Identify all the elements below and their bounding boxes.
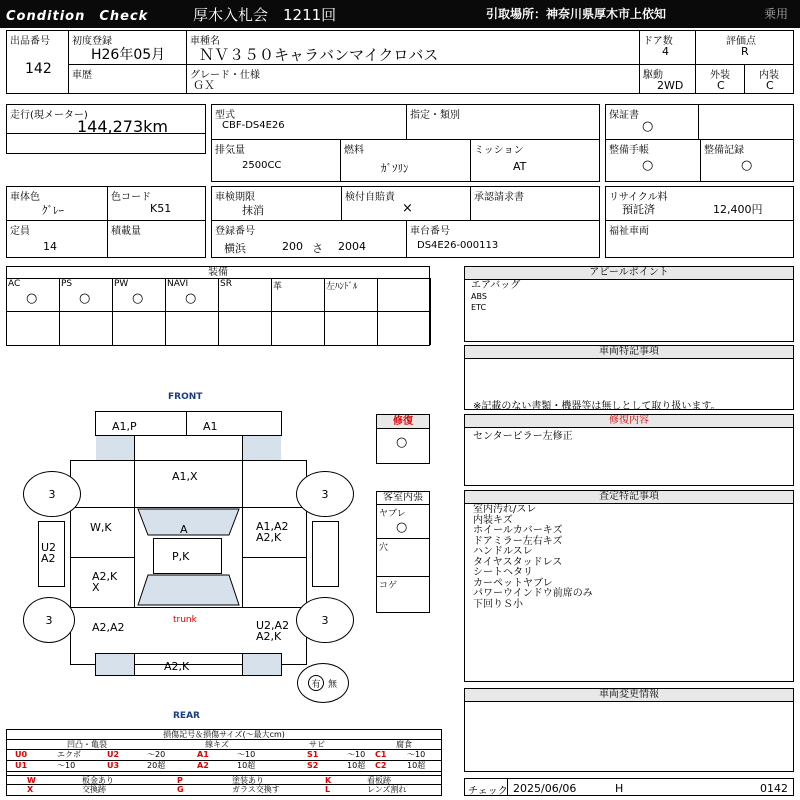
equipment-item	[272, 278, 325, 311]
assessment-item: カーペットヤブレ	[473, 577, 553, 589]
equipment-empty-cell	[166, 311, 219, 345]
legend-desc: エクボ	[57, 750, 81, 759]
equipment-item	[60, 278, 113, 311]
lot-cell	[6, 30, 69, 94]
appeal-item: エアバッグ	[471, 280, 521, 291]
capacity-label: 定員	[10, 226, 30, 237]
drive-cell	[639, 64, 696, 94]
warranty-cell	[605, 104, 794, 140]
color-code-value: K51	[150, 202, 172, 215]
cabin-hole-label: 穴	[379, 543, 389, 553]
doors-cell	[639, 30, 696, 65]
inspection-label: 車検期限	[215, 192, 255, 203]
spare-yes: 有	[308, 675, 324, 691]
inspection-value: 抹消	[242, 204, 264, 217]
legend-code: U1	[15, 761, 28, 770]
load-label: 積載量	[111, 226, 141, 237]
assessment-item: シートヘタリ	[473, 567, 533, 578]
legend-desc: 交換跡	[82, 785, 106, 794]
legend-code: C1	[375, 750, 387, 759]
equipment-label: 革	[273, 282, 283, 292]
equipment-label: AC	[8, 279, 21, 289]
legend-desc: ～10	[57, 761, 76, 770]
legend-group: 線キズ	[205, 740, 229, 749]
legend-code: X	[27, 785, 34, 794]
repair-content-item: センターピラー左修正	[473, 431, 573, 442]
special-note: ※記載のない書類・機器等は無しとして取り扱います。	[473, 401, 721, 412]
plate-area: 横浜	[224, 242, 246, 255]
score-value: R	[741, 45, 749, 58]
repair-content-title: 修復内容	[465, 415, 793, 428]
grade-label: グレード・仕様	[190, 70, 260, 81]
chassis-cell	[406, 220, 600, 258]
equipment-item	[113, 278, 166, 311]
mileage-cell	[6, 104, 206, 154]
color-cell	[6, 186, 108, 221]
appeal-list	[471, 280, 520, 313]
appeal-title: アピールポイント	[465, 267, 793, 280]
left-side-text: U2 A2	[41, 541, 57, 565]
warranty-value: ○	[642, 119, 654, 134]
legend-code: L	[325, 785, 331, 794]
ext-cell	[695, 64, 745, 94]
record-value: ○	[741, 158, 753, 173]
check-date: 2025/06/06	[513, 782, 577, 795]
record-label: 整備記録	[704, 145, 744, 156]
model-cell	[186, 30, 640, 65]
approval-cell	[470, 186, 600, 221]
color-code-label: 色コード	[111, 192, 151, 203]
approval-label: 承認請求書	[474, 192, 524, 203]
left-rear-text: A2,A2	[92, 621, 125, 634]
plate-number: 2004	[338, 240, 366, 253]
color-label: 車体色	[10, 192, 40, 203]
legend-desc: 10超	[347, 761, 366, 770]
welfare-label: 福祉車両	[609, 226, 649, 237]
first-reg-cell	[68, 30, 187, 65]
right-front-door-text: A1,A2 A2,K	[256, 520, 289, 544]
assessment-item: タイヤスタッドレス	[473, 556, 563, 568]
front-label: FRONT	[168, 392, 203, 402]
pickup-location: 引取場所：神奈川県厚木市上依知	[486, 7, 667, 21]
mileage-label: 走行(現メーター)	[10, 110, 88, 121]
ext-value: C	[717, 79, 725, 92]
recycle-cell	[605, 186, 794, 221]
assessment-item: パワーウインドウ前席のみ	[473, 588, 593, 599]
load-cell	[107, 220, 206, 258]
spec-label: 指定・類別	[410, 110, 460, 121]
plate-label: 登録番号	[215, 226, 255, 237]
legend-code: U0	[15, 750, 28, 759]
assessment-item: 室内汚れ/スレ	[473, 504, 537, 515]
cabin-box	[376, 491, 430, 613]
welfare-cell	[605, 220, 794, 258]
change-panel	[464, 688, 794, 772]
plate-class: 200	[282, 240, 303, 253]
equipment-empty-cell	[272, 311, 325, 345]
type-cell	[211, 104, 407, 140]
mission-label: ミッション	[474, 145, 524, 156]
legend-code: A2	[197, 761, 209, 770]
appeal-panel	[464, 266, 794, 342]
model-name: ＮＶ３５０キャラバンマイクロバス	[199, 46, 439, 64]
capacity-cell	[6, 220, 108, 258]
equipment-empty-cell	[60, 311, 113, 345]
legend-desc: ～10	[347, 750, 366, 759]
assessment-item: ドアミラー左右キズ	[473, 535, 563, 547]
assessment-item: ホイールカバーキズ	[473, 525, 563, 536]
tire-front-left: 3	[23, 471, 81, 517]
equipment-item	[378, 278, 431, 311]
cabin-label: 客室内張	[377, 492, 429, 505]
legend-desc: 10超	[407, 761, 426, 770]
warranty-label: 保証書	[609, 110, 639, 121]
first-reg-label: 初度登録	[72, 36, 112, 47]
cabin-tear-mark: ○	[396, 520, 408, 535]
mileage-value: 144,273km	[77, 117, 169, 136]
legend-group: サビ	[309, 740, 325, 749]
displacement-cell	[211, 139, 341, 182]
tire-rear-right: 3	[296, 597, 354, 643]
equipment-label: 左ﾊﾝﾄﾞﾙ	[326, 282, 358, 292]
rear-bumper-text: A2,K	[164, 660, 190, 673]
legend-code: W	[27, 776, 36, 785]
spare-no: 無	[328, 680, 338, 690]
repair-content-panel	[464, 414, 794, 486]
cabin-tear-label: ヤブレ	[379, 509, 406, 519]
insurance-label: 検付自賠責	[345, 192, 395, 203]
doors-label: ドア数	[643, 36, 673, 47]
equipment-label: SR	[220, 279, 232, 289]
special-title: 車両特記事項	[465, 346, 793, 359]
equipment-empty-cell	[113, 311, 166, 345]
inspection-cell	[211, 186, 342, 221]
check-label: チェック	[468, 786, 508, 797]
equipment-empty-cell	[325, 311, 378, 345]
color-code-cell	[107, 186, 206, 221]
equipment-empty-cell	[7, 311, 60, 345]
equipment-panel	[6, 266, 430, 346]
record-cell	[700, 139, 794, 182]
spec-cell	[406, 104, 600, 140]
assessment-panel	[464, 490, 794, 682]
fuel-label: 燃料	[344, 145, 364, 156]
type-label: 型式	[215, 110, 235, 121]
center-front-text: A	[180, 523, 188, 536]
equipment-empty-cell	[378, 311, 431, 345]
recycle-status: 預託済	[622, 203, 655, 216]
equipment-mark: ○	[79, 291, 91, 306]
legend-code: S2	[307, 761, 319, 770]
assessment-list	[473, 505, 593, 610]
legend-desc: ～20	[147, 750, 166, 759]
legend-code: G	[177, 785, 184, 794]
equipment-title: 装備	[7, 267, 429, 279]
equipment-label: PS	[61, 279, 73, 289]
score-cell	[695, 30, 794, 65]
plate-cell	[211, 220, 407, 258]
right-rear-text: U2,A2 A2,K	[256, 619, 290, 643]
int-label: 内装	[759, 70, 779, 81]
recycle-fee: 12,400円	[713, 203, 763, 216]
manual-value: ○	[642, 158, 654, 173]
chassis-value: DS4E26-000113	[417, 240, 499, 251]
legend-code: A1	[197, 750, 209, 759]
grade-value: ＧＸ	[193, 79, 215, 92]
check-row	[464, 778, 794, 796]
assessment-item: 内装キズ	[473, 514, 513, 526]
capacity-value: 14	[43, 240, 57, 253]
equipment-item	[219, 278, 272, 311]
score-label: 評価点	[726, 36, 756, 47]
displacement-label: 排気量	[215, 145, 245, 156]
right-side-panel	[312, 521, 339, 587]
legend-desc: 20超	[147, 761, 166, 770]
int-value: C	[766, 79, 774, 92]
insurance-value: ×	[402, 201, 413, 216]
displacement-value: 2500CC	[242, 160, 282, 171]
repair-box	[376, 414, 430, 464]
manual-label: 整備手帳	[609, 145, 649, 156]
assessment-item: ハンドルスレ	[473, 546, 533, 557]
car-diagram	[0, 385, 440, 725]
insurance-cell	[341, 186, 471, 221]
legend-code: U2	[107, 750, 120, 759]
grade-cell	[186, 64, 640, 94]
special-panel	[464, 345, 794, 410]
mission-cell	[470, 139, 600, 182]
legend-desc: 板金あり	[82, 776, 114, 785]
appeal-item: ABS	[471, 292, 487, 301]
recycle-label: リサイクル料	[609, 192, 668, 203]
legend-desc: ～10	[407, 750, 426, 759]
legend-desc: ～10	[237, 750, 256, 759]
equipment-label: PW	[114, 279, 129, 289]
legend-desc: 塗装あり	[232, 776, 264, 785]
fuel-value: ｶﾞｿﾘﾝ	[381, 162, 409, 175]
first-reg-value: H26年05月	[91, 47, 166, 63]
tire-rear-left: 3	[23, 597, 75, 643]
legend-code: C2	[375, 761, 387, 770]
legend-desc: 10超	[237, 761, 256, 770]
rear-label: REAR	[173, 711, 200, 721]
equipment-item	[166, 278, 219, 311]
legend-desc: レンズ割れ	[367, 785, 407, 794]
equipment-empty-cell	[219, 311, 272, 345]
equipment-mark: ○	[185, 291, 197, 306]
lot-number: 142	[25, 61, 52, 77]
left-front-door-text: W,K	[90, 521, 112, 534]
equipment-label: NAVI	[167, 279, 189, 289]
tire-front-right: 3	[296, 471, 354, 517]
lot-label: 出品番号	[10, 36, 50, 47]
legend-group: 腐食	[396, 740, 412, 749]
equipment-mark: ○	[26, 291, 38, 306]
left-rear-door-text: A2,K X	[92, 570, 118, 594]
doors-value: 4	[662, 45, 669, 58]
legend-desc: ガラス交換す	[232, 785, 280, 794]
assessment-item: 下回りＳ小	[473, 598, 523, 610]
front-bumper-left-text: A1,P	[112, 420, 137, 433]
model-label: 車種名	[190, 36, 220, 47]
cabin-burn-label: コゲ	[379, 581, 398, 591]
auction-title: 厚木入札会 1211回	[193, 6, 337, 24]
vehicle-category: 乗用	[764, 7, 789, 21]
hood-text: A1,X	[172, 470, 198, 483]
front-bumper-right-text: A1	[203, 420, 218, 433]
check-inspector: H	[615, 782, 624, 795]
legend-code: S1	[307, 750, 319, 759]
int-cell	[744, 64, 794, 94]
equipment-item	[325, 278, 378, 311]
drive-label: 駆動	[643, 70, 663, 81]
repair-mark: ○	[396, 435, 408, 450]
check-code: 0142	[760, 782, 788, 795]
legend-title: 損傷記号＆損傷サイズ(～最大cm)	[7, 730, 441, 740]
history-label: 車歴	[72, 70, 92, 81]
header-bar	[0, 0, 800, 28]
ext-label: 外装	[710, 70, 730, 81]
equipment-mark: ○	[132, 291, 144, 306]
legend-code: K	[325, 776, 332, 785]
mission-value: AT	[513, 160, 527, 173]
manual-cell	[605, 139, 701, 182]
legend-code: P	[177, 776, 183, 785]
assessment-title: 査定特記事項	[465, 491, 793, 504]
change-title: 車両変更情報	[465, 689, 793, 702]
legend-desc: 看板跡	[367, 776, 391, 785]
legend-code: U3	[107, 761, 120, 770]
history-cell	[68, 64, 187, 94]
legend-group: 凹凸・亀裂	[67, 740, 107, 749]
drive-value: 2WD	[657, 79, 684, 92]
roof-text: P,K	[172, 550, 190, 563]
color-value: ｸﾞﾚｰ	[42, 204, 64, 217]
plate-kana: さ	[312, 242, 323, 255]
chassis-label: 車台番号	[410, 226, 450, 237]
trunk-label: trunk	[173, 615, 197, 625]
repair-label: 修復	[377, 415, 429, 429]
damage-legend	[6, 729, 442, 796]
equipment-item	[7, 278, 60, 311]
appeal-item: ETC	[471, 303, 487, 312]
brand-title: Condition Check	[6, 9, 149, 24]
fuel-cell	[340, 139, 471, 182]
type-value: CBF-DS4E26	[222, 120, 285, 131]
